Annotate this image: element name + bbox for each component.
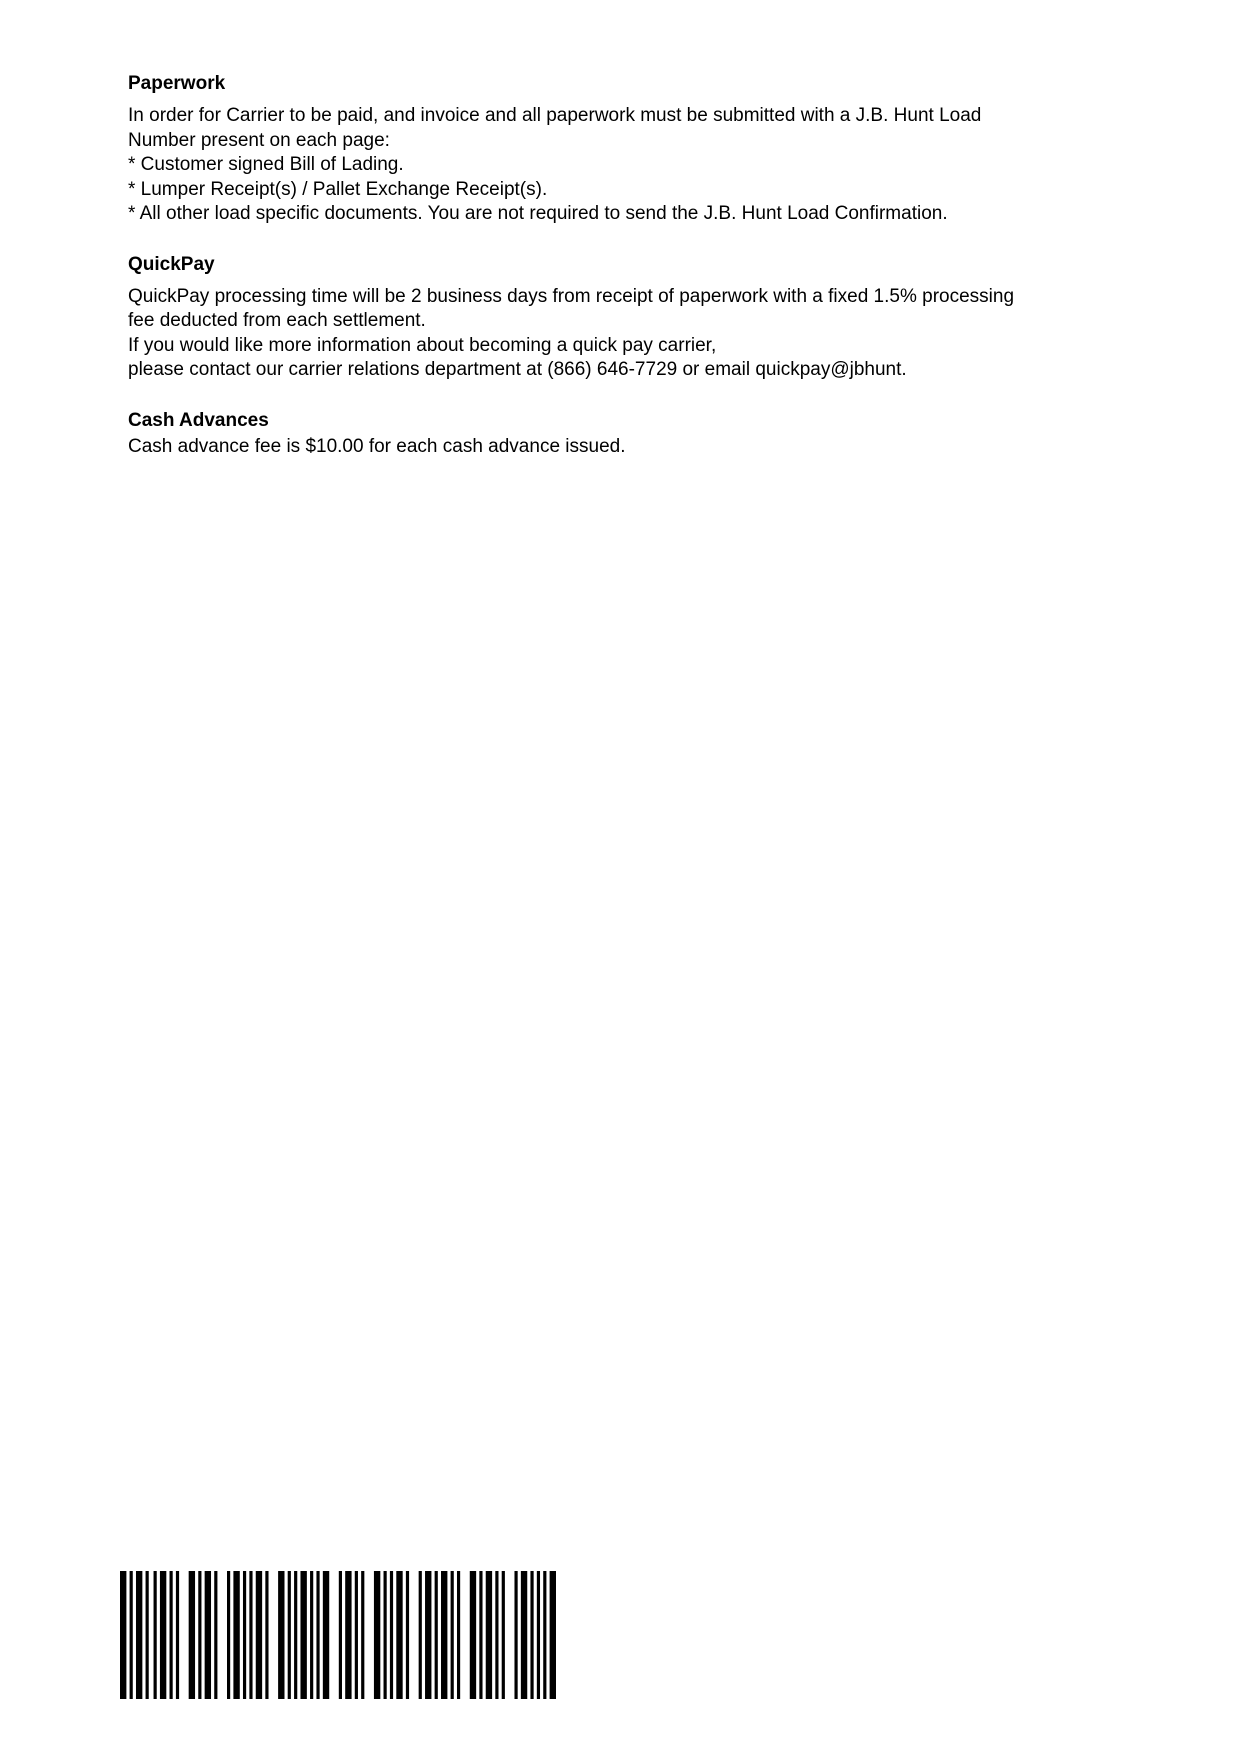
section-body (128, 285, 1128, 383)
barcode-bar (457, 1571, 460, 1699)
barcode-bar (294, 1571, 297, 1699)
barcode-bar (256, 1571, 262, 1699)
barcode-bar (390, 1571, 393, 1699)
barcode-bar (146, 1571, 149, 1699)
cash-advances-section (128, 409, 1128, 460)
barcode-bar (160, 1571, 166, 1699)
barcode-bar (502, 1571, 505, 1699)
barcode-bar (278, 1571, 284, 1699)
barcode-bar (339, 1571, 342, 1699)
barcode-bar (345, 1571, 351, 1699)
barcode-bar (537, 1571, 540, 1699)
barcode-bar (310, 1571, 313, 1699)
barcode-bar (249, 1571, 252, 1699)
body-line: please contact our carrier relations department at (866) 646-7729 or email quickpay@jbhunt. (128, 359, 907, 380)
barcode-bar (361, 1571, 364, 1699)
barcode-bar (419, 1571, 422, 1699)
barcode-bar (396, 1571, 402, 1699)
barcode-bar (323, 1571, 329, 1699)
barcode-bar (441, 1571, 447, 1699)
barcode-icon (120, 1571, 556, 1699)
barcode-bar (384, 1571, 387, 1699)
body-line: * All other load specific documents. You are not required to send the J.B. Hunt Load Confirmation. (128, 203, 948, 224)
barcode-bar (550, 1571, 556, 1699)
body-line: * Lumper Receipt(s) / Pallet Exchange Receipt(s). (128, 178, 548, 200)
section-title: Paperwork (128, 73, 226, 94)
barcode-bar (176, 1571, 179, 1699)
barcode-bar (495, 1571, 498, 1699)
barcode-bar (470, 1571, 476, 1699)
section-title: Cash Advances (128, 409, 269, 431)
document-content (128, 72, 1128, 485)
barcode-bar (435, 1571, 438, 1699)
barcode-bar (543, 1571, 546, 1699)
paperwork-section (128, 72, 1128, 227)
barcode-bar (243, 1571, 246, 1699)
barcode-bar (120, 1571, 126, 1699)
barcode-bar (154, 1571, 157, 1699)
barcode-bar (300, 1571, 306, 1699)
barcode-bar (479, 1571, 482, 1699)
body-line: In order for Carrier to be paid, and invoice and all paperwork must be submitted with a J.B. Hunt Load (128, 105, 982, 126)
barcode-bar (227, 1571, 230, 1699)
body-line: fee deducted from each settlement. (128, 310, 426, 331)
barcode-bar (521, 1571, 527, 1699)
barcode-bar (486, 1571, 492, 1699)
barcode-bar (530, 1571, 533, 1699)
body-line: If you would like more information about becoming a quick pay carrier, (128, 334, 717, 356)
barcode-bar (136, 1571, 142, 1699)
section-title: QuickPay (128, 253, 215, 275)
barcode-bar (374, 1571, 380, 1699)
barcode-bar (214, 1571, 217, 1699)
barcode-bar (425, 1571, 431, 1699)
section-body (128, 104, 1128, 227)
barcode-bar (451, 1571, 454, 1699)
barcode-bar (198, 1571, 201, 1699)
body-line: Number present on each page: (128, 129, 390, 151)
barcode-bar (288, 1571, 291, 1699)
section-body (128, 435, 1128, 460)
barcode-bar (316, 1571, 319, 1699)
barcode-bar (265, 1571, 268, 1699)
body-line: * Customer signed Bill of Lading. (128, 154, 404, 175)
barcode-bar (514, 1571, 517, 1699)
barcode-bar (233, 1571, 239, 1699)
barcode-bar (130, 1571, 133, 1699)
barcode-bar (406, 1571, 409, 1699)
body-line: QuickPay processing time will be 2 business days from receipt of paperwork with a fixed 1.5% processing (128, 285, 1015, 307)
barcode-bar (170, 1571, 173, 1699)
quickpay-section (128, 253, 1128, 383)
barcode-bar (355, 1571, 358, 1699)
barcode-bar (189, 1571, 195, 1699)
barcode-bar (205, 1571, 211, 1699)
body-line: Cash advance fee is $10.00 for each cash advance issued. (128, 435, 626, 457)
